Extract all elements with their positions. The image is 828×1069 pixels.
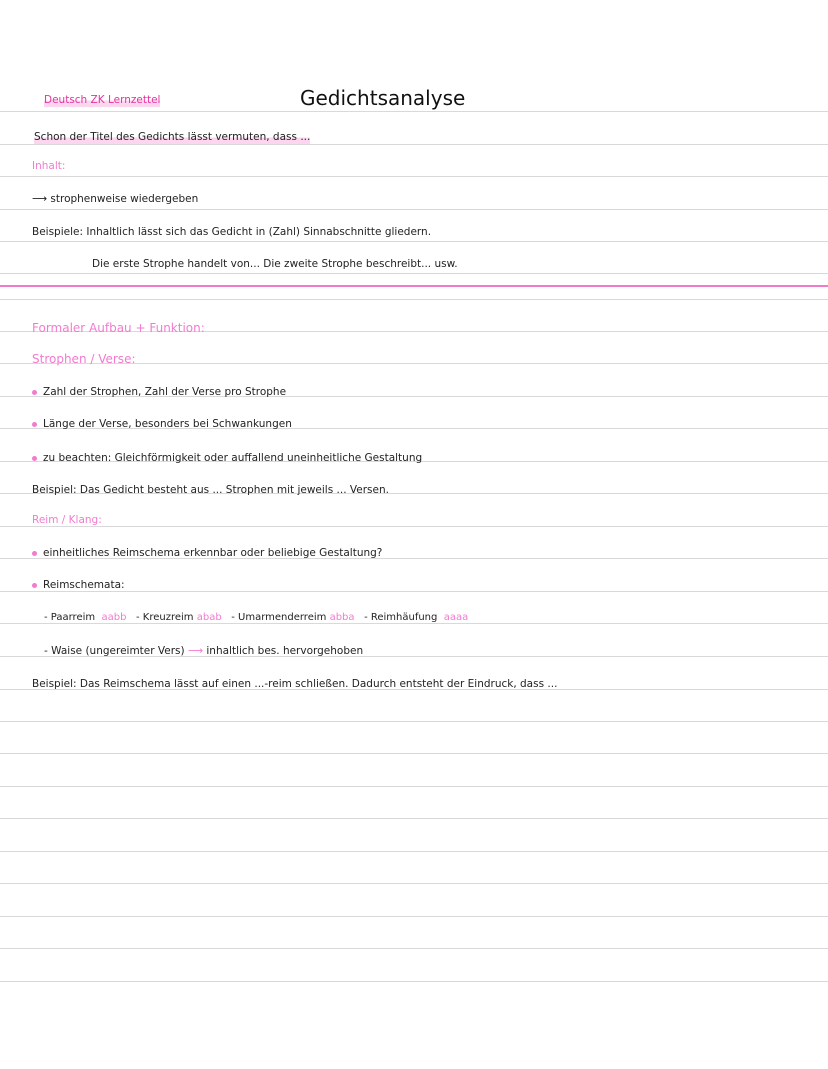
example-label: Beispiele: (32, 226, 84, 238)
heading-reim: Reim / Klang: (32, 514, 102, 526)
bullet-item (32, 417, 292, 431)
ruled-line (0, 299, 828, 300)
bullet-icon (32, 583, 37, 588)
bullet-item (32, 578, 125, 592)
bullet-text: Länge der Verse, besonders bei Schwankungen (43, 418, 292, 430)
heading-aufbau: Formaler Aufbau + Funktion: (32, 321, 205, 335)
arrow-item (32, 192, 198, 206)
ruled-line (0, 851, 828, 852)
scheme-name: - Reimhäufung (364, 612, 438, 623)
ruled-line (0, 209, 828, 210)
ruled-line (0, 176, 828, 177)
ruled-line (0, 241, 828, 242)
bullet-text: einheitliches Reimschema erkennbar oder beliebige Gestaltung? (43, 547, 383, 559)
ruled-line (0, 144, 828, 145)
scheme-name: - Kreuzreim (135, 612, 194, 623)
scheme-name: - Umarmenderreim (231, 612, 327, 623)
bullet-icon (32, 551, 37, 556)
scheme-pattern: aaaa (443, 612, 469, 623)
bullet-icon (32, 456, 37, 461)
ruled-line (0, 981, 828, 982)
scheme-pattern: abba (329, 612, 355, 623)
aufbau-example: Beispiel: Das Gedicht besteht aus ... Strophen mit jeweils ... Versen. (32, 484, 389, 496)
waise-result: inhaltlich bes. hervorgehoben (206, 645, 364, 657)
arrow-item-text: strophenweise wiedergeben (50, 193, 199, 205)
ruled-line (0, 883, 828, 884)
scheme-pattern: aabb (101, 612, 127, 623)
ruled-line (0, 526, 828, 527)
example-text: Inhaltlich lässt sich das Gedicht in (Zahl) Sinnabschnitte gliedern. (86, 226, 432, 238)
arrow-icon: ⟶ (187, 645, 204, 657)
bullet-icon (32, 390, 37, 395)
reim-example: Beispiel: Das Reimschema lässt auf einen ...-reim schließen. Dadurch entsteht der Eindruck, dass ... (32, 678, 558, 690)
scheme-pattern: abab (196, 612, 222, 623)
inhalt-example-2: Die erste Strophe handelt von... Die zweite Strophe beschreibt... usw. (92, 258, 458, 270)
waise-text: - Waise (ungereimter Vers) (44, 645, 185, 657)
ruled-line (0, 948, 828, 949)
bullet-item (32, 385, 286, 399)
ruled-line (0, 273, 828, 274)
bullet-item (32, 451, 422, 465)
bullet-text: Reimschemata: (43, 579, 125, 591)
ruled-line (0, 818, 828, 819)
heading-inhalt: Inhalt: (32, 160, 66, 172)
intro-text: Schon der Titel des Gedichts lässt vermuten, dass ... (34, 131, 311, 143)
bullet-icon (32, 422, 37, 427)
scheme-name: - Paarreim (44, 612, 96, 623)
bullet-item (32, 546, 382, 560)
ruled-line (0, 111, 828, 112)
subject-label: Deutsch ZK Lernzettel (44, 94, 161, 106)
page-title: Gedichtsanalyse (300, 86, 466, 110)
inhalt-example (32, 225, 431, 239)
ruled-line (0, 753, 828, 754)
heading-strophen: Strophen / Verse: (32, 352, 136, 366)
section-divider (0, 285, 828, 287)
ruled-line (0, 721, 828, 722)
arrow-icon: ⟶ (32, 193, 51, 205)
ruled-line (0, 786, 828, 787)
bullet-text: zu beachten: Gleichförmigkeit oder auffallend uneinheitliche Gestaltung (43, 452, 423, 464)
rhyme-schemes (44, 611, 468, 625)
bullet-text: Zahl der Strophen, Zahl der Verse pro Strophe (43, 386, 287, 398)
ruled-line (0, 916, 828, 917)
waise-item (44, 644, 363, 658)
